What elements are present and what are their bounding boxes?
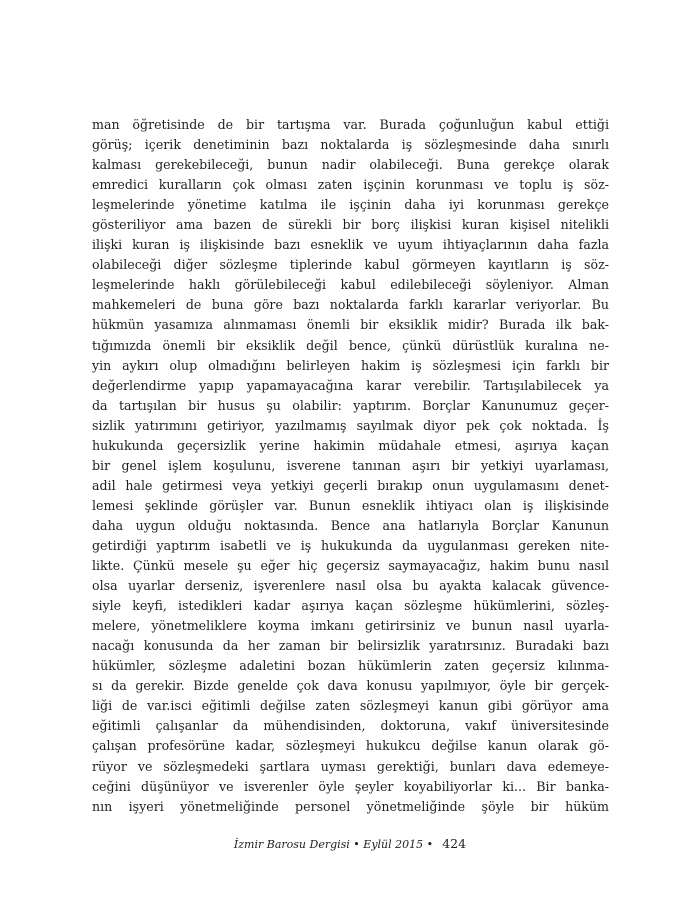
body-line: likte. Çünkü mesele şu eğer hiç geçersiz saymayacağız, hakim bunu nasıl xyxy=(92,558,609,574)
body-line: rüyor ve sözleşmedeki şartlara uyması gerektiği, bunları dava edemeye- xyxy=(92,758,609,774)
body-line: sizlik yatırımını getiriyor, yazılmamış sayılmak diyor pek çok noktada. İş xyxy=(92,417,609,433)
body-line: adil hale getirmesi veya yetkiyi geçerli bırakıp onun uygulamasını denet- xyxy=(92,477,609,493)
body-line: leşmelerinde haklı görülebileceği kabul edilebileceği söyleniyor. Alman xyxy=(92,277,609,293)
body-line: man öğretisinde de bir tartışma var. Burada çoğunluğun kabul ettiği xyxy=(92,117,609,132)
body-line: getirdiği yaptırım isabetli ve iş hukukunda da uygulanması gereken nite- xyxy=(92,537,609,553)
body-line: da tartışılan bir husus şu olabilir: yaptırım. Borçlar Kanunumuz geçer- xyxy=(92,397,609,413)
body-line: hükmün yasamıza alınmaması önemli bir eksiklik midir? Burada ilk bak- xyxy=(92,317,609,333)
body-line: emredici kuralların çok olması zaten işçinin korunması ve toplu iş söz- xyxy=(92,177,609,193)
body-line: kalması gerekebileceği, bunun nadir olabileceği. Buna gerekçe olarak xyxy=(92,157,609,173)
body-line: çalışan profesörüne kadar, sözleşmeyi hukukcu değilse kanun olarak gö- xyxy=(92,738,609,754)
body-line: olabileceği diğer sözleşme tiplerinde kabul görmeyen kayıtların iş söz- xyxy=(92,257,609,273)
body-line: siyle keyfi, istedikleri kadar aşırıya kaçan sözleşme hükümlerini, sözleş- xyxy=(92,598,609,614)
body-line: sı da gerekir. Bizde genelde çok dava konusu yapılmıyor, öyle bir gerçek- xyxy=(92,678,609,694)
body-line: daha uygun olduğu noktasında. Bence ana hatlarıyla Borçlar Kanunun xyxy=(92,517,609,533)
body-line: görüş; içerik denetiminin bazı noktalarda iş sözleşmesinde daha sınırlı xyxy=(92,137,609,153)
body-line: lemesi şeklinde görüşler var. Bunun esneklik ihtiyacı olan iş ilişkisinde xyxy=(92,497,609,513)
body-line: eğitimli çalışanlar da mühendisinden, doktoruna, vakıf üniversitesinde xyxy=(92,718,609,734)
body-line: liği de var.isci eğitimli değilse zaten sözleşmeyi kanun gibi görüyor ama xyxy=(92,698,609,714)
body-line: nacağı konusunda da her zaman bir belirsizlik yaratırsınız. Buradaki bazı xyxy=(92,638,609,654)
body-line: yin aykırı olup olmadığını belirleyen hakim iş sözleşmesi için farklı bir xyxy=(92,357,609,373)
body-line: gösteriliyor ama bazen de sürekli bir borç ilişkisi kuran kişisel nitelikli xyxy=(92,217,609,233)
body-line: hükümler, sözleşme adaletini bozan hükümlerin zaten geçersiz kılınma- xyxy=(92,658,609,674)
page-number: 424 xyxy=(442,836,467,851)
body-line: olsa uyarlar derseniz, işverenlere nasıl olsa bu ayakta kalacak güvence- xyxy=(92,578,609,594)
page-footer xyxy=(0,833,700,852)
body-line: ceğini düşünüyor ve isverenler öyle şeyler koyabiliyorlar ki... Bir banka- xyxy=(92,778,609,794)
body-line: hukukunda geçersizlik yerine hakimin müdahale etmesi, aşırıya kaçan xyxy=(92,437,609,453)
body-line: tığımızda önemli bir eksiklik değil bence, çünkü dürüstlük kuralına ne- xyxy=(92,337,609,353)
body-text xyxy=(92,115,609,817)
body-line: değerlendirme yapıp yapamayacağına karar verebilir. Tartışılabilecek ya xyxy=(92,377,609,393)
body-line: melere, yönetmeliklere koyma imkanı getirirsiniz ve bunun nasıl uyarla- xyxy=(92,618,609,634)
body-line: mahkemeleri de buna göre bazı noktalarda farklı kararlar veriyorlar. Bu xyxy=(92,297,609,313)
body-line: leşmelerinde yönetime katılma ile işçinin daha iyi korunması gerekçe xyxy=(92,197,609,213)
body-line: ilişki kuran iş ilişkisinde bazı esneklik ve uyum ihtiyaçlarının daha fazla xyxy=(92,237,609,253)
journal-citation: İzmir Barosu Dergisi • Eylül 2015 • xyxy=(233,838,434,851)
body-line: bir genel işlem koşulunu, isverene tanınan aşırı bir yetkiyi uyarlaması, xyxy=(92,457,609,473)
body-line: nın işyeri yönetmeliğinde personel yönetmeliğinde şöyle bir hüküm xyxy=(92,798,609,814)
